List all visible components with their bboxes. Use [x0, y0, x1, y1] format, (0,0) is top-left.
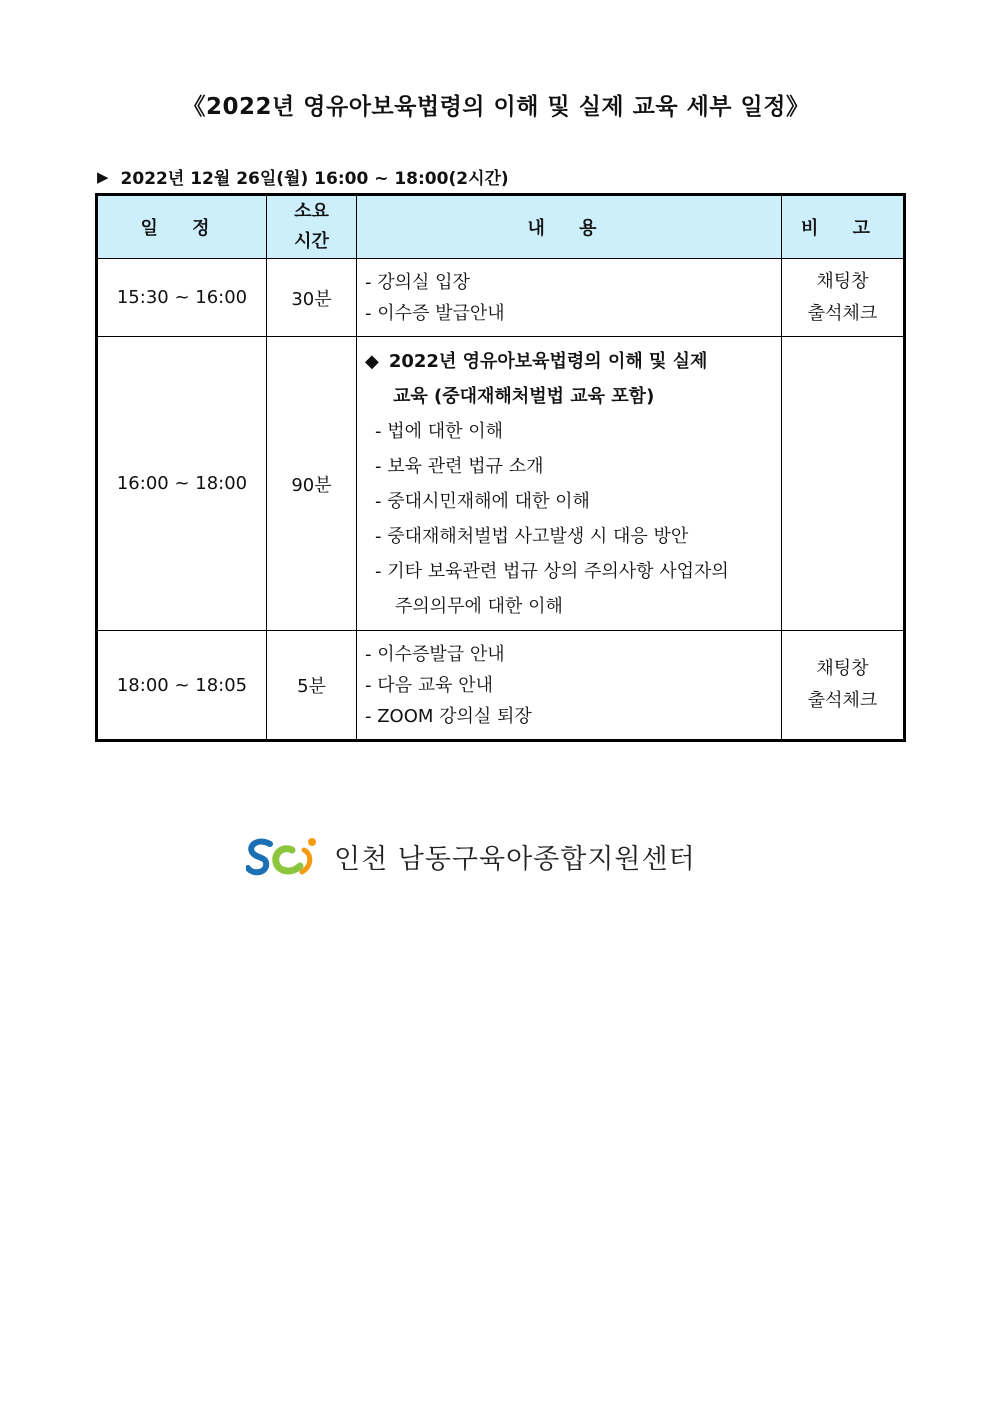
- content-item: - 이수증발급 안내: [365, 643, 505, 665]
- note-line: 출석체크: [807, 690, 878, 711]
- row-duration: 90분: [267, 337, 357, 631]
- row-note: [782, 337, 905, 631]
- content-item: - 법에 대한 이해: [375, 420, 503, 442]
- content-item: - 보육 관련 법규 소개: [375, 455, 544, 477]
- center-logo-icon: [246, 834, 326, 878]
- row-content: [357, 631, 782, 741]
- content-headline: [365, 344, 773, 379]
- triangle-right-icon: ▶: [97, 167, 109, 186]
- content-item: - 다음 교육 안내: [365, 674, 493, 696]
- session-date: [97, 164, 509, 189]
- organization-name: 인천 남동구육아종합지원센터: [334, 843, 696, 875]
- row-time: 16:00 ~ 18:00: [97, 337, 267, 631]
- header-schedule: 일 정: [97, 195, 267, 259]
- note-line: 출석체크: [807, 302, 878, 324]
- session-date-text: 2022년 12월 26일(월) 16:00 ~ 18:00(2시간): [120, 169, 509, 189]
- table-row: [97, 337, 905, 631]
- content-item: - 이수증 발급안내: [365, 302, 505, 324]
- content-item: - 강의실 입장: [365, 271, 470, 293]
- footer-logo: [246, 834, 696, 878]
- row-duration: 30분: [267, 259, 357, 337]
- header-content: 내 용: [357, 195, 782, 259]
- row-note: [782, 631, 905, 741]
- schedule-table: [95, 193, 906, 742]
- diamond-icon: ◆: [365, 350, 379, 372]
- content-item-continuation: 주의의무에 대한 이해: [395, 595, 563, 617]
- header-note: 비 고: [782, 195, 905, 259]
- header-duration-line2: 시간: [294, 231, 329, 252]
- table-header-row: [97, 195, 905, 259]
- content-item: - ZOOM 강의실 퇴장: [365, 705, 532, 727]
- row-time: 15:30 ~ 16:00: [97, 259, 267, 337]
- page-title: 《2022년 영유아보육법령의 이해 및 실제 교육 세부 일정》: [182, 94, 810, 120]
- headline-text: 2022년 영유아보육법령의 이해 및 실제: [388, 350, 708, 372]
- note-line: 채팅창: [816, 270, 869, 292]
- table-row: [97, 259, 905, 337]
- table-row: [97, 631, 905, 741]
- row-content: [357, 259, 782, 337]
- content-item: - 중대재해처벌법 사고발생 시 대응 방안: [375, 525, 689, 547]
- row-duration: 5분: [267, 631, 357, 741]
- headline-continuation: 교육 (중대재해처벌법 교육 포함): [393, 385, 655, 407]
- content-item: - 중대시민재해에 대한 이해: [375, 490, 590, 512]
- header-duration-line1: 소요: [294, 201, 329, 222]
- row-content: [357, 337, 782, 631]
- note-line: 채팅창: [816, 658, 869, 679]
- content-item: - 기타 보육관련 법규 상의 주의사항 사업자의: [375, 560, 729, 582]
- header-duration: [267, 195, 357, 259]
- row-time: 18:00 ~ 18:05: [97, 631, 267, 741]
- row-note: [782, 259, 905, 337]
